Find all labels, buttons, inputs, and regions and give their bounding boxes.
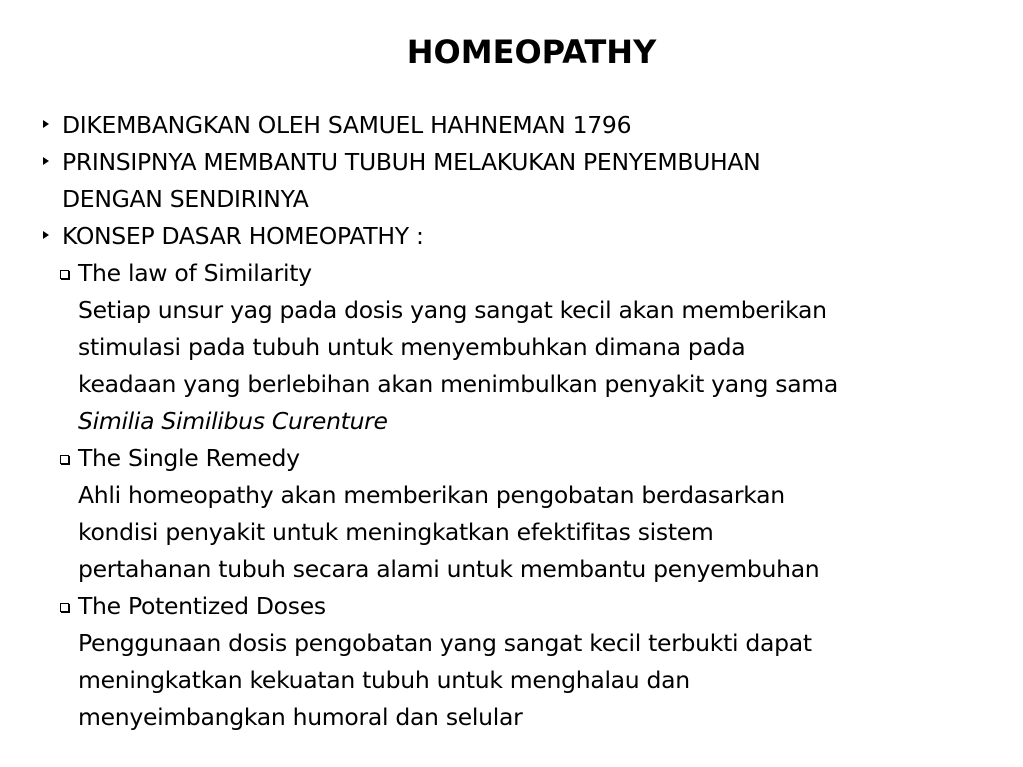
- concept-text-line: [40, 625, 1000, 662]
- concept-text: Setiap unsur yag pada dosis yang sangat kecil akan memberikan: [78, 296, 827, 324]
- square-bullet-icon: [60, 603, 69, 612]
- concept-text-line: [40, 551, 1000, 588]
- bullet-text: DIKEMBANGKAN OLEH SAMUEL HAHNEMAN 1796: [62, 111, 632, 139]
- concept-text-line: [40, 699, 1000, 736]
- arrow-bullet-icon: [43, 157, 49, 165]
- sub-bullet-item: [40, 588, 1000, 625]
- bullet-text: DENGAN SENDIRINYA: [62, 185, 309, 213]
- bullet-item: [40, 107, 1000, 144]
- concept-heading: The Single Remedy: [78, 444, 300, 472]
- concept-latin-phrase: Similia Similibus Curenture: [78, 407, 388, 435]
- concept-text: kondisi penyakit untuk meningkatkan efektifitas sistem: [78, 518, 714, 546]
- concept-text: stimulasi pada tubuh untuk menyembuhkan dimana pada: [78, 333, 746, 361]
- concept-text: menyeimbangkan humoral dan selular: [78, 703, 523, 731]
- concept-heading: The law of Similarity: [78, 259, 312, 287]
- concept-text-line: [40, 662, 1000, 699]
- bullet-continuation: [40, 181, 1000, 218]
- arrow-bullet-icon: [43, 120, 49, 128]
- concept-text-line: [40, 477, 1000, 514]
- concept-text-line: [40, 366, 1000, 403]
- arrow-bullet-icon: [43, 231, 49, 239]
- bullet-text: KONSEP DASAR HOMEOPATHY :: [62, 222, 424, 250]
- concept-heading: The Potentized Doses: [78, 592, 326, 620]
- concept-text: Ahli homeopathy akan memberikan pengobatan berdasarkan: [78, 481, 785, 509]
- bullet-item: [40, 218, 1000, 255]
- square-bullet-icon: [60, 455, 69, 464]
- concept-text: keadaan yang berlebihan akan menimbulkan penyakit yang sama: [78, 370, 838, 398]
- concept-text-line: [40, 329, 1000, 366]
- sub-bullet-item: [40, 440, 1000, 477]
- bullet-text: PRINSIPNYA MEMBANTU TUBUH MELAKUKAN PENYEMBUHAN: [62, 148, 761, 176]
- concept-text-line: [40, 514, 1000, 551]
- slide-content: [40, 107, 1000, 736]
- concept-italic-line: [40, 403, 1000, 440]
- concept-text: pertahanan tubuh secara alami untuk membantu penyembuhan: [78, 555, 820, 583]
- slide-title: HOMEOPATHY: [406, 33, 657, 71]
- bullet-item: [40, 144, 1000, 181]
- concept-text-line: [40, 292, 1000, 329]
- concept-text: meningkatkan kekuatan tubuh untuk menghalau dan: [78, 666, 690, 694]
- square-bullet-icon: [60, 270, 69, 279]
- sub-bullet-item: [40, 255, 1000, 292]
- concept-text: Penggunaan dosis pengobatan yang sangat kecil terbukti dapat: [78, 629, 812, 657]
